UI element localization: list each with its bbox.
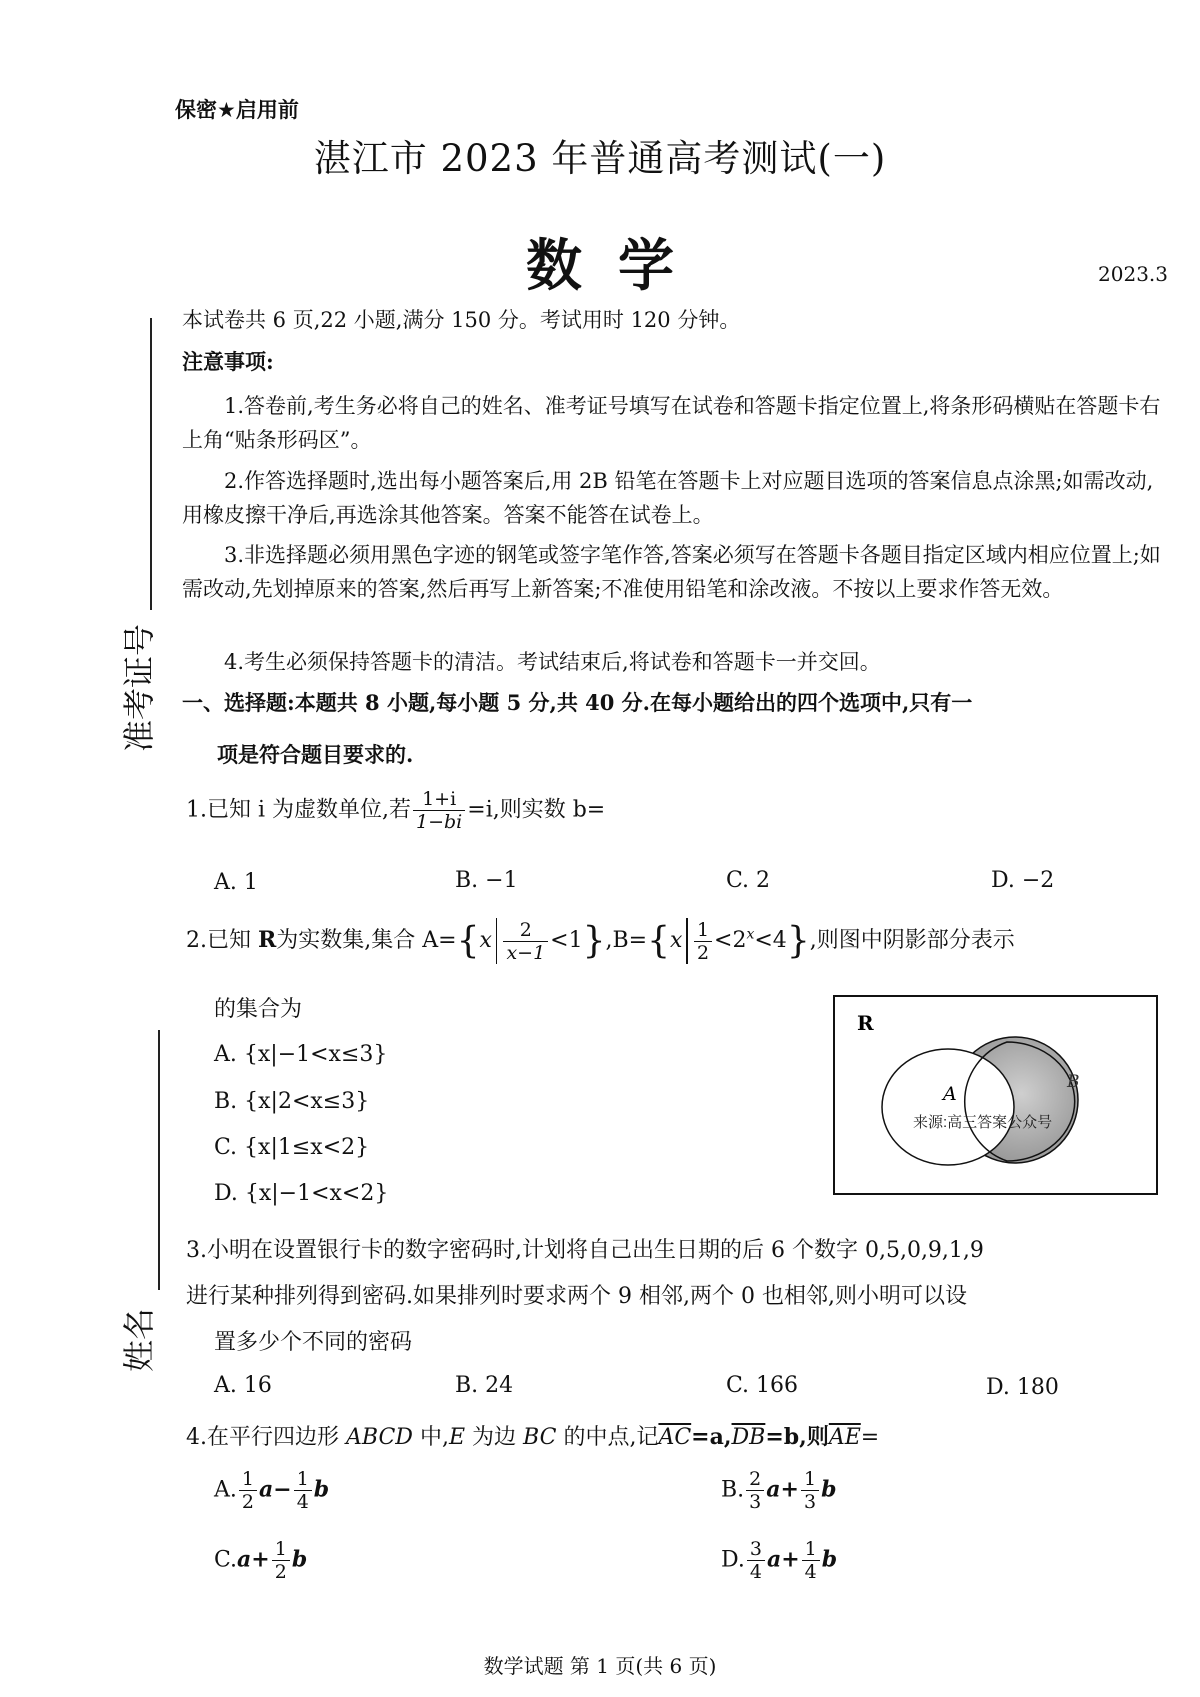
q2-setA-bar <box>496 918 498 964</box>
q2-setB-bar <box>686 918 688 964</box>
q4-opt-d-n2: 1 <box>802 1538 820 1561</box>
q4-bc: BC <box>523 1425 557 1450</box>
q2-option-a: A. {x|−1<x≤3} <box>214 1042 388 1067</box>
q2-option-d: D. {x|−1<x<2} <box>214 1181 389 1206</box>
q4-vec-ae: $\overline{AE}$ <box>828 1425 861 1450</box>
q2-setB-rel: <2 <box>714 928 747 953</box>
q2-setB-label: ,B= <box>605 928 648 953</box>
q4-eq-b: =b,则 <box>765 1424 829 1450</box>
exam-id-label: 准考证号 <box>120 623 158 752</box>
q4-abcd: ABCD <box>346 1425 413 1450</box>
q4-opt-b-v1: a+ <box>766 1476 799 1503</box>
q3-option-b: B. 24 <box>455 1373 514 1398</box>
notice-item-4: 4.考生必须保持答题卡的清洁。考试结束后,将试卷和答题卡一并交回。 <box>224 650 881 674</box>
q1-frac-den: 1−bi <box>416 811 463 833</box>
q4-opt-c-v0: a+ <box>237 1546 270 1573</box>
q4-opt-d-v1: a+ <box>766 1546 800 1573</box>
notice-item-1: 1.答卷前,考生务必将自己的姓名、准考证号填写在试卷和答题卡指定位置上,将条形码横贴在答题卡右上角“贴条形码区”。 <box>182 394 1161 452</box>
q2-option-b: B. {x|2<x≤3} <box>214 1089 370 1114</box>
exam-id-line <box>150 318 152 610</box>
q4-opt-b-n2: 1 <box>801 1468 819 1491</box>
q4-opt-d-n1: 3 <box>747 1538 765 1561</box>
q4-opt-b-d1: 3 <box>749 1491 762 1513</box>
q4-opt-a-v1: a− <box>258 1476 292 1503</box>
q1-option-a: A. 1 <box>214 870 258 895</box>
q1-fraction <box>413 788 465 833</box>
q2-setB-right-brace: } <box>786 920 810 962</box>
q3-line2: 进行某种排列得到密码.如果排列时要求两个 9 相邻,两个 0 也相邻,则小明可以设 <box>186 1284 967 1309</box>
q4-opt-c-label: C. <box>214 1547 238 1573</box>
q2-setA-num: 2 <box>503 919 548 942</box>
q1-option-c: C. 2 <box>726 868 771 893</box>
notice-item-3: 3.非选择题必须用黑色字迹的钢笔或签字笔作答,答案必须写在答题卡各题目指定区域内相应位置上;如需改动,先划掉原来的答案,然后再写上新答案;不准使用铅笔和涂改液。不按以上要求作答无效。 <box>182 543 1161 601</box>
q4-opt-a-label: A. <box>214 1477 237 1503</box>
question-4 <box>186 1420 879 1451</box>
q4-opt-a-d2: 4 <box>296 1491 309 1513</box>
q2-setB-fraction <box>694 919 712 964</box>
q1-frac-num: 1+i <box>413 788 465 811</box>
q3-option-a: A. 16 <box>214 1373 272 1398</box>
q2-setB-left-brace: { <box>647 920 671 962</box>
q4-e: E <box>448 1425 465 1450</box>
q4-option-b <box>721 1468 836 1513</box>
q2-suffix: ,则图中阴影部分表示 <box>809 928 1015 953</box>
q4-mid3: 的中点,记 <box>563 1425 659 1450</box>
q4-opt-a-v2: b <box>313 1476 330 1503</box>
notice-item-2: 2.作答选择题时,选出每小题答案后,用 2B 铅笔在答题卡上对应题目选项的答案信息点涂黑;如需改动,用橡皮擦干净后,再选涂其他答案。答案不能答在试卷上。 <box>182 469 1154 527</box>
q1-option-d: D. −2 <box>991 868 1055 893</box>
exam-date: 2023.3 <box>1098 262 1168 286</box>
q2-setB-exp: x <box>746 926 755 943</box>
q4-opt-d-d1: 4 <box>749 1561 762 1583</box>
section-heading-line1: 一、选择题:本题共 8 小题,每小题 5 分,共 40 分.在每小题给出的四个选项中,只有一 <box>182 690 973 715</box>
q2-real-set: R <box>258 927 277 953</box>
q2-setB-tail: <4 <box>754 928 787 953</box>
q3-option-c: C. 166 <box>726 1373 799 1398</box>
secrecy-label: 保密★启用前 <box>175 98 299 122</box>
q2-setA-rel: <1 <box>550 928 583 953</box>
exam-intro: 本试卷共 6 页,22 小题,满分 150 分。考试用时 120 分钟。 <box>182 308 741 332</box>
q2-setB-den: 2 <box>696 941 710 964</box>
q4-opt-b-n1: 2 <box>746 1468 764 1491</box>
q4-option-c <box>214 1538 307 1583</box>
q4-opt-b-v2: b <box>821 1476 837 1503</box>
q4-mid2: 为边 <box>472 1425 517 1450</box>
q4-opt-a-n1: 1 <box>239 1468 257 1491</box>
q1-suffix: =i,则实数 b= <box>467 797 606 823</box>
q4-opt-c-v2: b <box>291 1546 308 1573</box>
q4-prefix: 4.在平行四边形 <box>186 1425 339 1450</box>
q4-option-d <box>721 1538 837 1583</box>
name-label: 姓名 <box>120 1307 158 1372</box>
q4-opt-b-label: B. <box>721 1477 745 1503</box>
q4-opt-d-label: D. <box>721 1547 745 1573</box>
q2-setA-var: x <box>479 928 492 953</box>
q2-setB-num: 1 <box>694 919 712 942</box>
q3-line1: 3.小明在设置银行卡的数字密码时,计划将自己出生日期的后 6 个数字 0,5,0,9,1,9 <box>186 1238 984 1263</box>
q2-setA-den: x−1 <box>506 941 546 964</box>
name-line <box>158 1030 160 1290</box>
q4-eq-a: =a, <box>691 1424 732 1450</box>
q2-prefix: 2.已知 <box>186 928 251 953</box>
q1-prefix: 1.已知 i 为虚数单位,若 <box>186 797 412 823</box>
q4-opt-a-n2: 1 <box>294 1468 312 1491</box>
q4-opt-d-d2: 4 <box>804 1561 817 1583</box>
q2-setA-left-brace: { <box>456 920 480 962</box>
q4-opt-b-d2: 3 <box>803 1491 817 1513</box>
subject-title: 数学 <box>526 233 710 299</box>
q2-option-c: C. {x|1≤x<2} <box>214 1135 370 1160</box>
q3-line3: 置多少个不同的密码 <box>214 1330 413 1355</box>
q4-mid1: 中, <box>419 1425 449 1450</box>
venn-diagram <box>833 995 1158 1195</box>
q2-mid: 为实数集,集合 A= <box>276 928 457 953</box>
q1-option-b: B. −1 <box>455 868 518 893</box>
venn-set-b-label: B <box>1067 1072 1080 1092</box>
section-heading <box>182 683 1166 775</box>
section-heading-line2: 项是符合题目要求的. <box>217 742 414 767</box>
notice-heading: 注意事项: <box>182 349 274 374</box>
q4-opt-c-d2: 2 <box>274 1561 287 1583</box>
watermark-text: 来源:高三答案公众号 <box>913 1114 1053 1131</box>
q4-vec-db: $\overline{DB}$ <box>731 1425 766 1450</box>
question-2 <box>186 918 1015 964</box>
q3-option-d: D. 180 <box>986 1375 1059 1400</box>
q2-setB-var: x <box>670 928 683 953</box>
q2-setA-fraction <box>503 919 548 964</box>
question-1 <box>186 788 605 833</box>
q4-opt-d-v2: b <box>821 1546 838 1573</box>
q4-opt-a-d1: 2 <box>241 1491 254 1513</box>
q4-opt-c-n2: 1 <box>272 1538 290 1561</box>
q4-vec-ac: $\overline{AC}$ <box>658 1425 692 1450</box>
venn-set-a-label: A <box>943 1083 957 1105</box>
q2-line2: 的集合为 <box>214 997 303 1022</box>
venn-set-a-ellipse <box>882 1049 1014 1165</box>
q2-setA-right-brace: } <box>582 920 606 962</box>
page-footer: 数学试题 第 1 页(共 6 页) <box>483 1654 717 1678</box>
venn-universe-label: R <box>857 1011 874 1035</box>
exam-title: 湛江市 2023 年普通高考测试(一) <box>313 137 887 180</box>
q4-tail: = <box>860 1425 880 1450</box>
q4-option-a <box>214 1468 329 1513</box>
